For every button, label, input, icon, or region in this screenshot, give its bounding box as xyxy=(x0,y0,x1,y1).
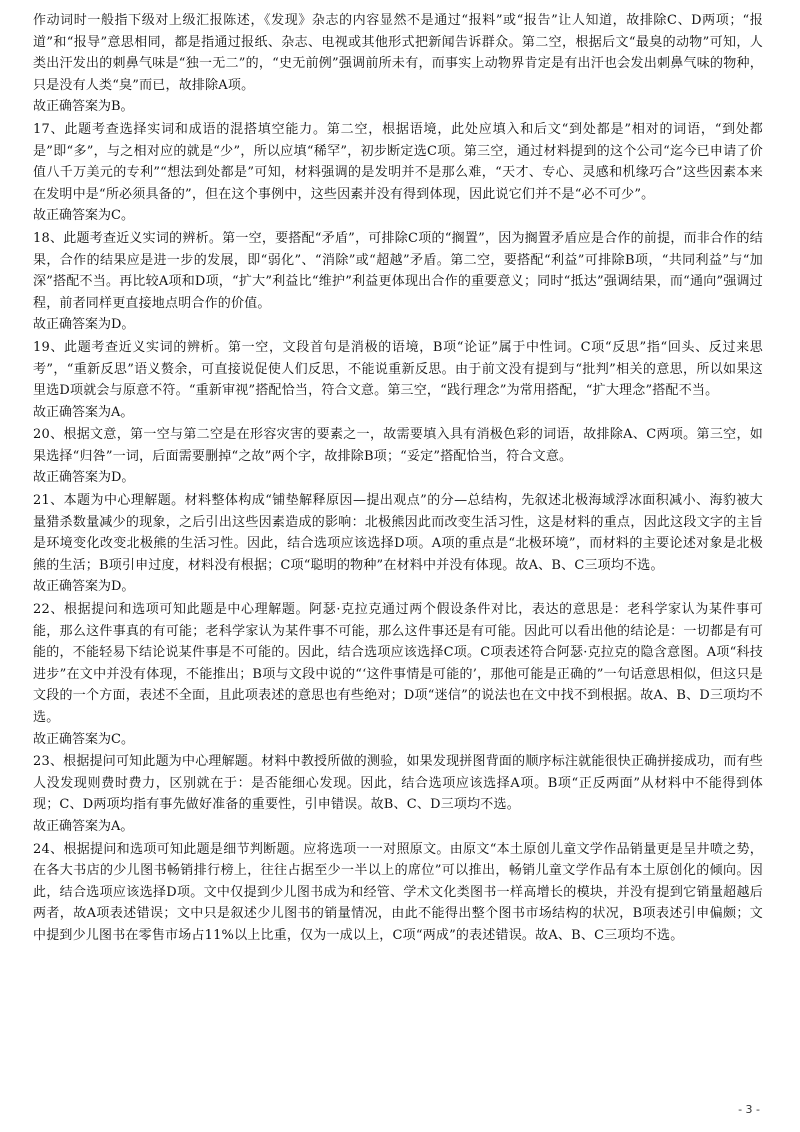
answer-19: 故正确答案为A。 xyxy=(33,404,134,420)
paragraph-16-tail: 作动词时一般指下级对上级汇报陈述，《发现》杂志的内容显然不是通过“报料”或“报告”让人知道，故排除C、D两项；“报道”和“报导”意思相同，都是指通过报纸、杂志、电视或其他形式把新闻告诉群众。第二空，根据后文“最臭的动物”可知，人类出汗发出的刺鼻气味是“独一无二”的，“史无前例”强调前所未有，而事实上动物界肯定是有出汗也会发出刺鼻气味的物种，只是没有人类“臭”而已，故排除A项。 xyxy=(33,13,763,93)
paragraph-17: 17、此题考查选择实词和成语的混搭填空能力。第二空，根据语境，此处应填入和后文“到处都是”相对的词语，“到处都是”即“多”，与之相对应的就是“少”，所以应填“稀罕”，初步断定选C项。第三空，通过材料提到的这个公司“迄今已申请了价值八千万美元的专利”“想法到处都是”可知，材料强调的是发明并不是那么难，“天才、专心、灵感和机缘巧合”这些因素本来在发明中是“所必须具备的”，但在这个事例中，这些因素并没有得到体现，因此说它们并不是“必不可少”。 xyxy=(33,121,763,202)
answer-20: 故正确答案为D。 xyxy=(33,470,135,486)
paragraph-18: 18、此题考查近义实词的辨析。第一空，要搭配“矛盾”，可排除C项的“搁置”，因为搁置矛盾应是合作的前提，而非合作的结果，合作的结果应是进一步的发展，即“弱化”、“消除”或“超越”矛盾。第二空，要搭配“利益”可排除B项，“共同利益”与“加深”搭配不当。再比较A项和D项，“扩大”利益比“维护”利益更体现出合作的重要意义；同时“抵达”强调结果，而“通向”强调过程，前者同样更直接地点明合作的价值。 xyxy=(33,230,763,311)
paragraph-24: 24、根据提问和选项可知此题是细节判断题。应将选项一一对照原文。由原文“本土原创儿童文学作品销量更是呈井喷之势，在各大书店的少儿图书畅销排行榜上，往往占据至少一半以上的席位”可以推出，畅销儿童文学作品有本土原创化的倾向。因此，结合选项应该选择D项。文中仅提到少儿图书成为和经管、学术文化类图书一样高增长的模块，并没有提到它销量超越后两者，故A项表述错误；文中只是叙述少儿图书的销量情况，由此不能得出整个图书市场结构的状况，B项表述引申偏颇；文中提到少儿图书在零售市场占11%以上比重，仅为一成以上，C项“两成”的表述错误。故A、B、C三项均不选。 xyxy=(33,841,763,943)
paragraph-21: 21、本题为中心理解题。材料整体构成“铺垫解释原因—提出观点”的分—总结构，先叙述北极海域浮冰面积减小、海豹被大量猎杀数量减少的现象，之后引出这些因素造成的影响：北极熊因此而改变生活习性，这是材料的重点，因此这段文字的主旨是环境变化改变北极熊的生活习性。因此，结合选项应该选择D项。A项的重点是“北极环境”，而材料的主要论述对象是北极熊的生活；B项引申过度，材料没有根据；C项“聪明的物种”在材料中并没有体现。故A、B、C三项均不选。 xyxy=(33,493,763,573)
paragraph-22: 22、根据提问和选项可知此题是中心理解题。阿瑟·克拉克通过两个假设条件对比，表达的意思是：老科学家认为某件事可能，那么这件事真的有可能；老科学家认为某件事不可能，那么这件事还是有可能。因此可以看出他的结论是：一切都是有可能的，不能轻易下结论说某件事是不可能的。因此，结合选项应该选择C项。C项表述符合阿瑟·克拉克的隐含意图。A项“科技进步”在文中并没有体现，不能推出；B项与文段中说的“‘这件事情是可能的’，那他可能是正确的”一句话意思相似，但这只是文段的一个方面，表述不全面，且此项表述的意思也有些绝对；D项“迷信”的说法也在文中找不到根据。故A、B、D三项均不选。 xyxy=(33,602,763,725)
paragraph-23: 23、根据提问可知此题为中心理解题。材料中教授所做的测验，如果发现拼图背面的顺序标注就能很快正确拼接成功，而有些人没发现则费时费力，区别就在于：是否能细心发现。因此，结合选项应该选择A项。B项“正反两面”从材料中不能得到体现；C、D两项均指有事先做好准备的重要性，引申错误。故B、C、D三项均不选。 xyxy=(33,754,763,813)
answer-22: 故正确答案为C。 xyxy=(33,731,134,747)
answer-16: 故正确答案为B。 xyxy=(33,99,134,115)
answer-17: 故正确答案为C。 xyxy=(33,208,134,224)
answer-23: 故正确答案为A。 xyxy=(33,818,134,834)
answer-18: 故正确答案为D。 xyxy=(33,317,135,333)
document-page xyxy=(33,10,763,947)
paragraph-20: 20、根据文意，第一空与第二空是在形容灾害的要素之一，故需要填入具有消极色彩的词语，故排除A、C两项。第三空，如果选择“归咎”一词，后面需要删掉“之故”两个字，故排除B项；“妥定”搭配恰当，符合文意。 xyxy=(33,427,763,464)
paragraph-19: 19、此题考查近义实词的辨析。第一空，文段首句是消极的语境，B项“论证”属于中性词。C项“反思”指“回头、反过来思考”，“重新反思”语义赘余，可直接说促使人们反思，不能说重新反思。由于前文没有提到与“批判”相关的意思，所以如果这里选D项就会与原意不符。“重新审视”搭配恰当，符合文意。第三空，“践行理念”为常用搭配，“扩大理念”搭配不当。 xyxy=(33,339,763,399)
page-number: - 3 - xyxy=(738,1103,760,1116)
answer-21: 故正确答案为D。 xyxy=(33,579,135,595)
